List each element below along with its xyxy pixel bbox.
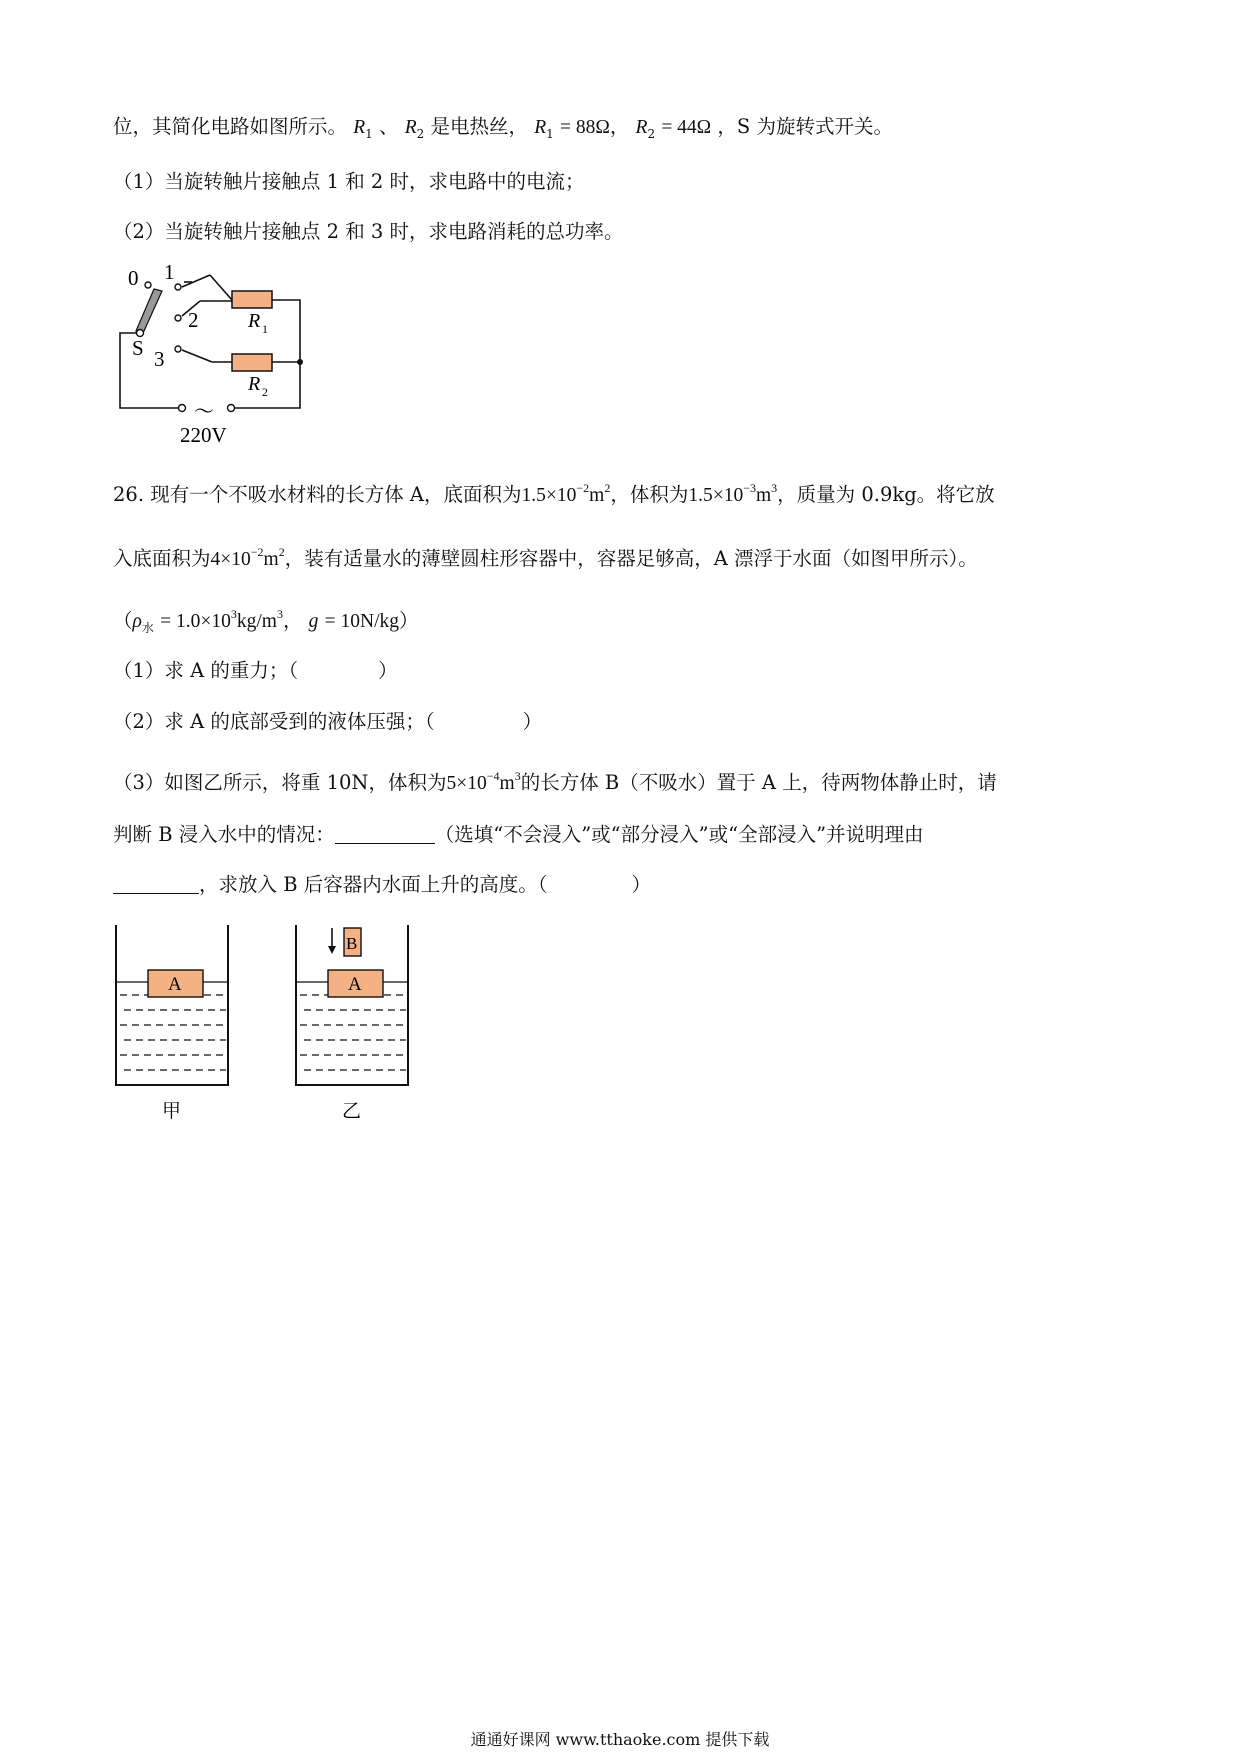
- vol-b-exponent: −4: [486, 769, 500, 783]
- q26-sub1: （1）求 A 的重力；（: [113, 659, 299, 682]
- q25-intro-text-c: ，S 为旋转式开关。: [717, 115, 893, 138]
- ac-symbol: ～: [194, 401, 214, 423]
- q26-sub2-line: [113, 708, 542, 736]
- contact-0-label: 0: [128, 266, 139, 290]
- r1-resistor: [232, 291, 272, 308]
- r2-subscript-2: 2: [647, 127, 656, 141]
- q26-sub2: （2）求 A 的底部受到的液体压强；（: [113, 710, 435, 733]
- q26-sub2-close: ）: [522, 710, 543, 733]
- r1-diagram-sub: 1: [262, 322, 268, 336]
- q26-sub3-a: （3）如图乙所示，将重 10N，体积为: [113, 771, 447, 794]
- r1-diagram-label: R: [248, 310, 261, 332]
- rho-value: = 1.0×10: [160, 611, 231, 632]
- r2-subscript: 2: [416, 127, 425, 141]
- caption-yi: 乙: [342, 1101, 362, 1122]
- answer-blank-immersion[interactable]: [335, 823, 435, 844]
- q25-intro-text: 位，其简化电路如图所示。: [113, 115, 348, 138]
- g-value: = 10N/kg: [324, 611, 399, 632]
- answer-blank-reason[interactable]: [113, 873, 199, 894]
- q26-sub1-close: ）: [378, 659, 398, 682]
- rho-unit-exp: 3: [276, 607, 283, 621]
- area-container-mantissa: 4×10: [210, 549, 251, 570]
- q26-sub3-line2: [113, 821, 924, 849]
- voltage-label: 220V: [180, 423, 227, 447]
- q26-stem-e: ，装有适量水的薄壁圆柱形容器中，容器足够高，A 漂浮于水面（如图甲所示）。: [284, 547, 978, 570]
- q25-sub2: （2）当旋转触片接触点 2 和 3 时，求电路消耗的总功率。: [113, 220, 624, 243]
- q25-sub1: （1）当旋转触片接触点 1 和 2 时，求电路中的电流；: [113, 170, 585, 193]
- block-a-yi-label: A: [348, 974, 362, 995]
- q26-sub3-line3: [113, 871, 651, 899]
- r2-resistor: [232, 354, 272, 371]
- q26-constants: [113, 600, 419, 642]
- q26-stem-c: ，质量为 0.9kg。将它放: [777, 483, 995, 506]
- area-a-unit: m: [589, 485, 605, 506]
- caption-jia: 甲: [162, 1101, 182, 1122]
- q26-stem-a: 26. 现有一个不吸水材料的长方体 A，底面积为: [113, 483, 522, 506]
- q26-line2: [113, 538, 978, 574]
- paren-close: ）: [399, 609, 419, 632]
- paren-open: （: [113, 609, 133, 632]
- r2-diagram-sub: 2: [262, 385, 268, 399]
- contact-1-label: 1: [164, 265, 175, 284]
- q25-intro-text-b: 是电热丝，: [430, 115, 528, 138]
- r2-symbol-2: R: [635, 117, 648, 138]
- vol-a-unit: m: [756, 485, 772, 506]
- rotary-switch-blade: [136, 289, 162, 331]
- r2-diagram-label: R: [248, 373, 261, 395]
- r1-subscript: 1: [365, 127, 373, 141]
- vol-a-mantissa: 1.5×10: [688, 485, 744, 506]
- r1-symbol-2: R: [534, 117, 547, 138]
- q26-stem-d: 入底面积为: [113, 547, 211, 570]
- const-separator: ，: [282, 609, 303, 632]
- q25-intro-line: [113, 113, 893, 148]
- vol-b-unit: m: [499, 773, 515, 794]
- separator: 、: [378, 115, 399, 138]
- r2-value: = 44Ω: [661, 117, 712, 138]
- q26-sub3-c: 判断 B 浸入水中的情况：: [113, 823, 335, 846]
- figure-jia: [116, 925, 228, 1122]
- vol-a-exponent: −3: [743, 481, 756, 495]
- figure-yi: [296, 925, 408, 1122]
- block-a-jia-label: A: [168, 974, 182, 995]
- area-container-unit: m: [263, 549, 279, 570]
- rho-unit: kg/m: [236, 611, 277, 632]
- q26-sub3-line1: [113, 762, 997, 798]
- q26-sub3-b: 的长方体 B（不吸水）置于 A 上，待两物体静止时，请: [520, 771, 997, 794]
- r2-symbol: R: [404, 117, 417, 138]
- area-container-exponent: −2: [250, 545, 264, 559]
- vol-b-mantissa: 5×10: [446, 773, 487, 794]
- container-figures: [110, 925, 430, 1130]
- vol-a-unit-exp: 3: [771, 481, 778, 495]
- q26-sub3-d: （选填“不会浸入”或“部分浸入”或“全部浸入”并说明理由: [434, 823, 924, 846]
- q26-sub3-e: ，求放入 B 后容器内水面上升的高度。（: [199, 873, 548, 896]
- switch-label: S: [132, 336, 144, 360]
- contact-2-label: 2: [188, 308, 199, 332]
- rho-subscript: 水: [141, 621, 154, 635]
- q26-stem-b: ，体积为: [610, 483, 689, 506]
- g-symbol: g: [308, 611, 319, 632]
- r1-value: = 88Ω: [559, 117, 610, 138]
- area-a-unit-exp: 2: [604, 481, 611, 495]
- area-container-unit-exp: 2: [278, 545, 285, 559]
- q26-sub1-line: [113, 657, 398, 685]
- comma: ，: [609, 115, 630, 138]
- contact-3-label: 3: [154, 347, 165, 371]
- r1-symbol: R: [353, 117, 366, 138]
- area-a-exponent: −2: [576, 481, 590, 495]
- vol-b-unit-exp: 3: [514, 769, 521, 783]
- block-b-label: B: [346, 934, 358, 953]
- circuit-diagram: [100, 265, 320, 455]
- rho-exponent: 3: [230, 607, 237, 621]
- page-footer: 通通好课网 www.tthaoke.com 提供下载: [470, 1730, 770, 1749]
- r1-subscript-2: 1: [546, 127, 554, 141]
- area-a-mantissa: 1.5×10: [521, 485, 577, 506]
- rho-symbol: ρ: [132, 611, 142, 632]
- q26-line1: [113, 474, 995, 510]
- q26-sub3-close: ）: [631, 873, 651, 896]
